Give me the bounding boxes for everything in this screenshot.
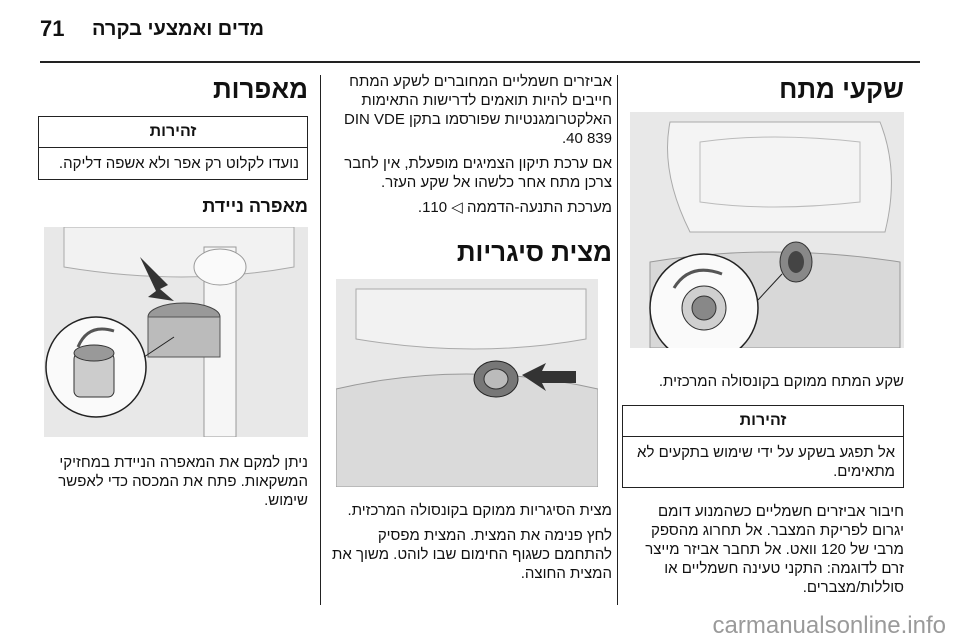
ashtray-warning-title: זהירות	[39, 117, 307, 148]
section-header-title: מדים ואמצעי בקרה	[92, 18, 265, 40]
power-outlet-warning-box	[622, 405, 904, 488]
page-header	[30, 14, 930, 40]
ashtray-warning-text: נועדו לקלוט רק אפר ולא אשפה דליקה.	[58, 155, 299, 172]
power-outlet-body: חיבור אביזרים חשמליים כשהמנוע דומם יגרום לפריקת המצבר. אל תחרוג מהספק מרבי של 120 וואט. אל תחבר אביזר מייצר זרם לדוגמה: התקני טעינה חשמליים או סוללות/מצברים.	[645, 503, 904, 596]
power-outlet-warning-text: אל תפגע בשקע על ידי שימוש בתקעים לא מתאימים.	[637, 444, 895, 480]
power-outlets-title: שקעי מתח	[779, 74, 904, 104]
cigarette-lighter-column	[332, 72, 612, 583]
tire-repair-paragraph: אם ערכת תיקון הצמיגים מופעלת, אין לחבר צרכן מתח אחר כלשהו אל שקע העזר.	[344, 155, 612, 191]
ashtrays-title: מאפרות	[212, 74, 308, 104]
page-number: 71	[40, 16, 65, 41]
portable-ashtray-caption: ניתן למקם את המאפרה הניידת במחזיקי המשקאות. פתח את המכסה כדי לאפשר שימוש.	[58, 454, 308, 509]
cigarette-lighter-title: מצית סיגריות	[456, 237, 612, 267]
column-divider-right	[617, 75, 618, 605]
cigarette-lighter-usage-caption: לחץ פנימה את המצית. המצית מפסיק להתחמם כשגוף החימום שבו לוהט. משוך את המצית החוצה.	[332, 527, 612, 582]
portable-ashtray-illustration	[44, 227, 308, 437]
cigarette-lighter-illustration	[336, 279, 598, 487]
stop-start-reference: מערכת התנעה-הדממה ◁ 110.	[417, 199, 612, 216]
power-outlet-caption: שקע המתח ממוקם בקונסולה המרכזית.	[658, 373, 904, 390]
emc-paragraph: אביזרים חשמליים המחוברים לשקע המתח חייבים להיות תואמים לדרישות התאימות האלקטרומגנטיות שפורסמו בתקן DIN VDE 40 839.	[344, 73, 612, 147]
power-outlet-illustration	[630, 112, 904, 348]
ashtray-warning-box	[38, 116, 308, 180]
watermark: carmanualsonline.info	[712, 612, 946, 639]
portable-ashtray-subtitle: מאפרה ניידת	[202, 196, 308, 216]
power-outlets-column	[622, 72, 904, 597]
cigarette-lighter-location-caption: מצית הסיגריות ממוקם בקונסולה המרכזית.	[347, 502, 612, 519]
column-divider-left	[320, 75, 321, 605]
power-outlet-warning-title: זהירות	[623, 406, 903, 437]
ashtrays-column	[38, 72, 308, 510]
header-rule	[40, 61, 920, 63]
